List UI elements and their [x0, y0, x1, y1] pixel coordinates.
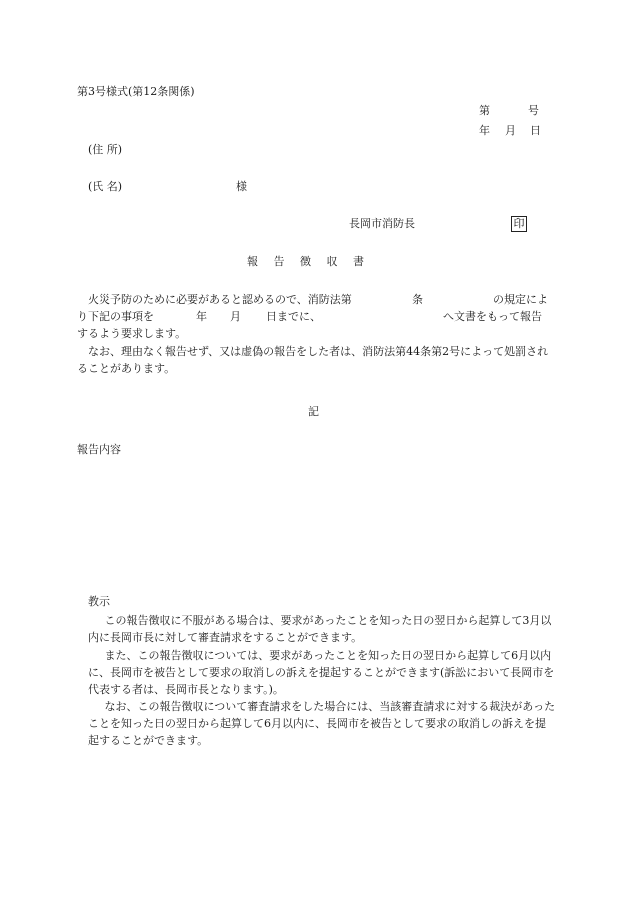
recipient-address-label: (住 所): [88, 143, 123, 156]
sender-title: 長岡市消防長: [349, 217, 415, 230]
body-line1-c: の規定によ: [493, 293, 548, 306]
body-line1-b: 条: [412, 293, 423, 306]
notice-paragraph-1: この報告徴収に不服がある場合は、要求があったことを知った日の翌日から起算して3月以内に長岡市長に対して審査請求をすることができます。: [88, 614, 552, 644]
body-line2-b: 年: [196, 310, 207, 323]
body-line1-a: 火災予防のために必要があると認めるので、消防法第: [88, 293, 352, 306]
form-number: 第3号様式(第12条関係): [77, 85, 195, 98]
body-line3: するよう要求します。: [77, 327, 187, 340]
date-day: 日: [530, 124, 541, 137]
doc-number-suffix: 号: [528, 104, 539, 117]
seal-mark: 印: [511, 216, 527, 232]
notice-paragraph-2: また、この報告徴収については、要求があったことを知った日の翌日から起算して6月以内に、長岡市を被告として要求の取消しの訴えを提起することができます(訴訟において長岡市を代表する者は、長岡市長となります。)。: [88, 649, 555, 696]
body-line2-e: へ文書をもって報告: [443, 310, 542, 323]
notice-paragraph-3: なお、この報告徴収について審査請求をした場合には、当該審査請求に対する裁決があったことを知った日の翌日から起算して6月以内に、長岡市を被告として要求の取消しの訴えを提起することができます。: [88, 700, 556, 747]
body-line2-a: り下記の事項を: [77, 310, 154, 323]
date-year: 年: [479, 124, 490, 137]
recipient-name-label: (氏 名): [88, 180, 123, 193]
report-content-label: 報告内容: [77, 443, 121, 456]
recipient-honorific: 様: [236, 180, 247, 193]
document-title: 報 告 徴 収 書: [247, 255, 364, 268]
body-line2-d: 日までに、: [266, 310, 321, 323]
body-line2-c: 月: [230, 310, 241, 323]
ki-mark: 記: [308, 405, 319, 418]
notice-heading: 教示: [88, 595, 110, 608]
doc-number-prefix: 第: [479, 104, 490, 117]
date-month: 月: [505, 124, 516, 137]
body-paragraph-2: なお、理由なく報告せず、又は虚偽の報告をした者は、消防法第44条第2号によって処罰されることがあります。: [77, 345, 549, 375]
